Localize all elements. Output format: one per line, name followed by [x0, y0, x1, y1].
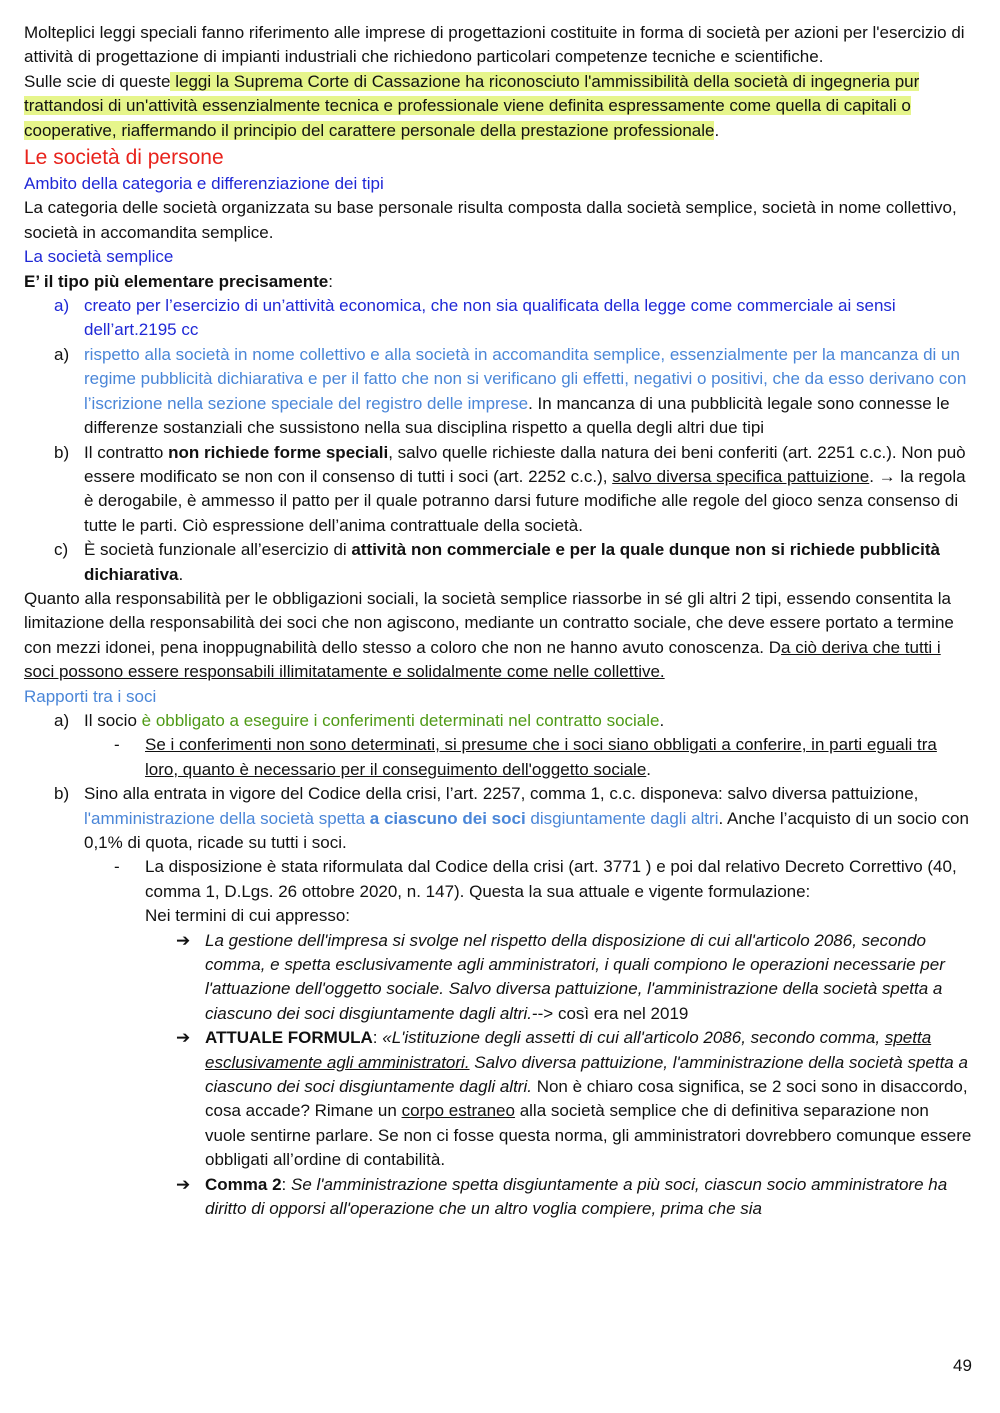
underlined-text: corpo estraneo	[401, 1101, 515, 1121]
page-number: 49	[953, 1356, 972, 1375]
paragraph-cassazione	[24, 70, 974, 143]
list-text: Il contratto	[84, 442, 169, 462]
italic-text: Salvo diversa pattuizione, l'amministrazione della società spetta a ciascuno dei soci disgiuntamente dagli altri.	[205, 1052, 968, 1097]
list-item	[24, 441, 974, 539]
document-page	[24, 21, 974, 1222]
dash-marker: -	[114, 735, 120, 755]
underlined-text: salvo diversa specifica pattuizione	[612, 466, 870, 486]
section-heading: Le società di persone	[24, 146, 224, 170]
blue-bold-text: a ciascuno dei soci	[369, 808, 526, 828]
list-text: . In mancanza di una pubblicità legale sono connesse le differenze sostanziali che sussistono nella sua disciplina rispetto a quella degli altri due tipi	[84, 393, 950, 438]
italic-text: «L'istituzione degli assetti di cui all'articolo 2086, secondo comma,	[382, 1028, 885, 1048]
arrow-icon: ➔	[176, 1028, 191, 1048]
list-text: . Anche l’acquisto di un socio con 0,1% di quota, ricade su tutti i soci.	[84, 808, 969, 852]
list-marker: a)	[54, 296, 70, 316]
list-text: È società funzionale all’esercizio di	[84, 540, 352, 560]
text: .	[714, 120, 720, 140]
list-text: :	[372, 1028, 383, 1048]
list-text: .	[659, 710, 665, 730]
list-text: :	[281, 1174, 291, 1194]
list-item	[24, 538, 974, 587]
list-marker: c)	[54, 540, 69, 560]
subsection-heading: La società semplice	[24, 247, 174, 267]
sublist-continuation: Nei termini di cui appresso:	[145, 906, 351, 926]
list-text: Non è chiaro cosa significa, se 2 soci sono in disaccordo, cosa accade? Rimane un	[205, 1077, 968, 1121]
arrow-item	[24, 1026, 974, 1172]
list-marker: a)	[54, 710, 70, 730]
list-item	[24, 294, 974, 343]
underlined-text: Se i conferimenti non sono determinati, si presume che i soci siano obbligati a conferire, in parti eguali tra loro, quanto è necessario per il conseguimento dell'oggetto sociale	[145, 735, 937, 779]
italic-text: Se l'amministrazione spetta disgiuntamente a più soci, ciascun socio amministratore ha diritto di opporsi all'operazione che un altro voglia compiere, prima che sia	[205, 1174, 948, 1219]
list-text: rispetto alla società in nome collettivo e alla società in accomandita semplice, essenzialmente per la mancanza di un regime pubblicità dichiarativa e per il fatto che non si verificano gli effetti, negativi o positivi, che da esso derivano con l’iscrizione nella sezione speciale del registro delle imprese	[84, 344, 967, 413]
arrow-icon: ➔	[176, 930, 191, 950]
list-text: Sino alla entrata in vigore del Codice della crisi, l’art. 2257, comma 1, c.c. disponeva: salvo diversa pattuizione,	[84, 784, 919, 804]
sublist-item	[24, 733, 974, 782]
bold-text: Comma 2	[205, 1174, 282, 1194]
list-marker: b)	[54, 784, 70, 804]
sublist-item	[24, 855, 974, 904]
subsection-heading: Rapporti tra i soci	[24, 686, 157, 706]
text: Quanto alla responsabilità per le obbligazioni sociali, la società semplice riassorbe in sé gli altri 2 tipi, essendo consentita la limitazione della responsabilità dei soci che non agiscono, mediante un contratto sociale, che deve essere portato a termine con mezzi idonei, pena inoppugnabilità dello stesso a coloro che non ne hanno avuto conoscenza. D	[24, 588, 954, 657]
list-text: . → la regola è derogabile, è ammesso il patto per il quale potranno darsi future modifiche alle regole del gioco senza consenso di tutte le parti. Ciò espressione dell’anima contrattuale della società.	[84, 466, 966, 535]
list-text: creato per l’esercizio di un’attività economica, che non sia qualificata della legge come commerciale ai sensi dell’art.2195 cc	[84, 296, 896, 340]
paragraph-tipo-elementare	[24, 270, 974, 294]
list-text: Il socio	[84, 710, 142, 730]
arrow-icon: ➔	[176, 1174, 191, 1194]
list-item	[24, 709, 974, 733]
list-text: , salvo quelle richieste dalla natura dei beni conferiti (art. 2251 c.c.). Non può essere modificato se non con il consenso di tutti i soci (art. 2252 c.c.),	[84, 442, 966, 486]
bold-text: attività non commerciale e per la quale dunque non si richiede pubblicità dichiarativa	[84, 540, 940, 584]
list-text: .	[646, 759, 652, 779]
subsection-heading: Ambito della categoria e differenziazione dei tipi	[24, 174, 384, 194]
paragraph-responsabilita	[24, 587, 974, 685]
text: Sulle scie di queste	[24, 71, 171, 91]
list-text: .	[178, 564, 184, 584]
green-text: è obbligato a eseguire i conferimenti determinati nel contratto sociale	[141, 710, 660, 730]
list-text: La disposizione è stata riformulata dal Codice della crisi (art. 3771 ) e poi dal relativo Decreto Correttivo (40, comma 1, D.Lgs. 26 ottobre 2020, n. 147). Questa la sua attuale e vigente formulazione:	[145, 857, 957, 901]
bold-text: ATTUALE FORMULA	[205, 1028, 373, 1048]
bold-text: non richiede forme speciali	[168, 442, 389, 462]
paragraph-leggi-speciali: Molteplici leggi speciali fanno riferimento alle imprese di progettazioni costituite in forma di società per azioni per l'esercizio di attività di progettazione di impianti industriali che richiedono particolari competenze tecniche e scientifiche.	[24, 23, 965, 67]
list-text: alla società semplice che di definitiva separazione non vuole sentirne parlare. Se non ci fosse questa norma, gli amministratori dovrebbero comunque essere obbligati all’ordine di contabilità.	[205, 1101, 972, 1170]
italic-text: La gestione dell'impresa si svolge nel rispetto della disposizione di cui all'articolo 2086, secondo comma, e spetta esclusivamente agli amministratori, i quali compiono le operazioni necessarie per l'attuazione dell'oggetto sociale. Salvo diversa pattuizione, l'amministrazione della società spetta a ciascuno dei soci disgiuntamente dagli altri.	[205, 930, 945, 1023]
highlighted-text: leggi la Suprema Corte di Cassazione ha riconosciuto l'ammissibilità della società di ingegneria pur trattandosi di un'attività essenzialmente tecnica e professionale viene definita espressamente come quella di capitali o cooperative, riaffermando il principio del carattere personale della prestazione professionale	[24, 71, 920, 140]
underlined-text: a ciò deriva che tutti i soci possono essere responsabili illimitatamente e solidalmente come nelle collettive.	[24, 637, 941, 682]
bold-text: E’ il tipo più elementare precisamente	[24, 271, 329, 291]
italic-underlined-text: spetta esclusivamente agli amministratori.	[205, 1028, 932, 1072]
list-text: --> così era nel 2019	[531, 1003, 689, 1023]
paragraph-categoria: La categoria delle società organizzata su base personale risulta composta dalla società semplice, società in nome collettivo, società in accomandita semplice.	[24, 198, 957, 242]
blue-text: l'amministrazione della società spetta	[84, 808, 370, 828]
blue-text: disgiuntamente dagli altri	[525, 808, 719, 828]
list-marker: b)	[54, 442, 70, 462]
arrow-item	[24, 929, 974, 1027]
arrow-item	[24, 1173, 974, 1222]
list-item	[24, 782, 974, 855]
dash-marker: -	[114, 857, 120, 877]
text: :	[328, 271, 333, 291]
list-item	[24, 343, 974, 441]
list-marker: a)	[54, 344, 70, 364]
